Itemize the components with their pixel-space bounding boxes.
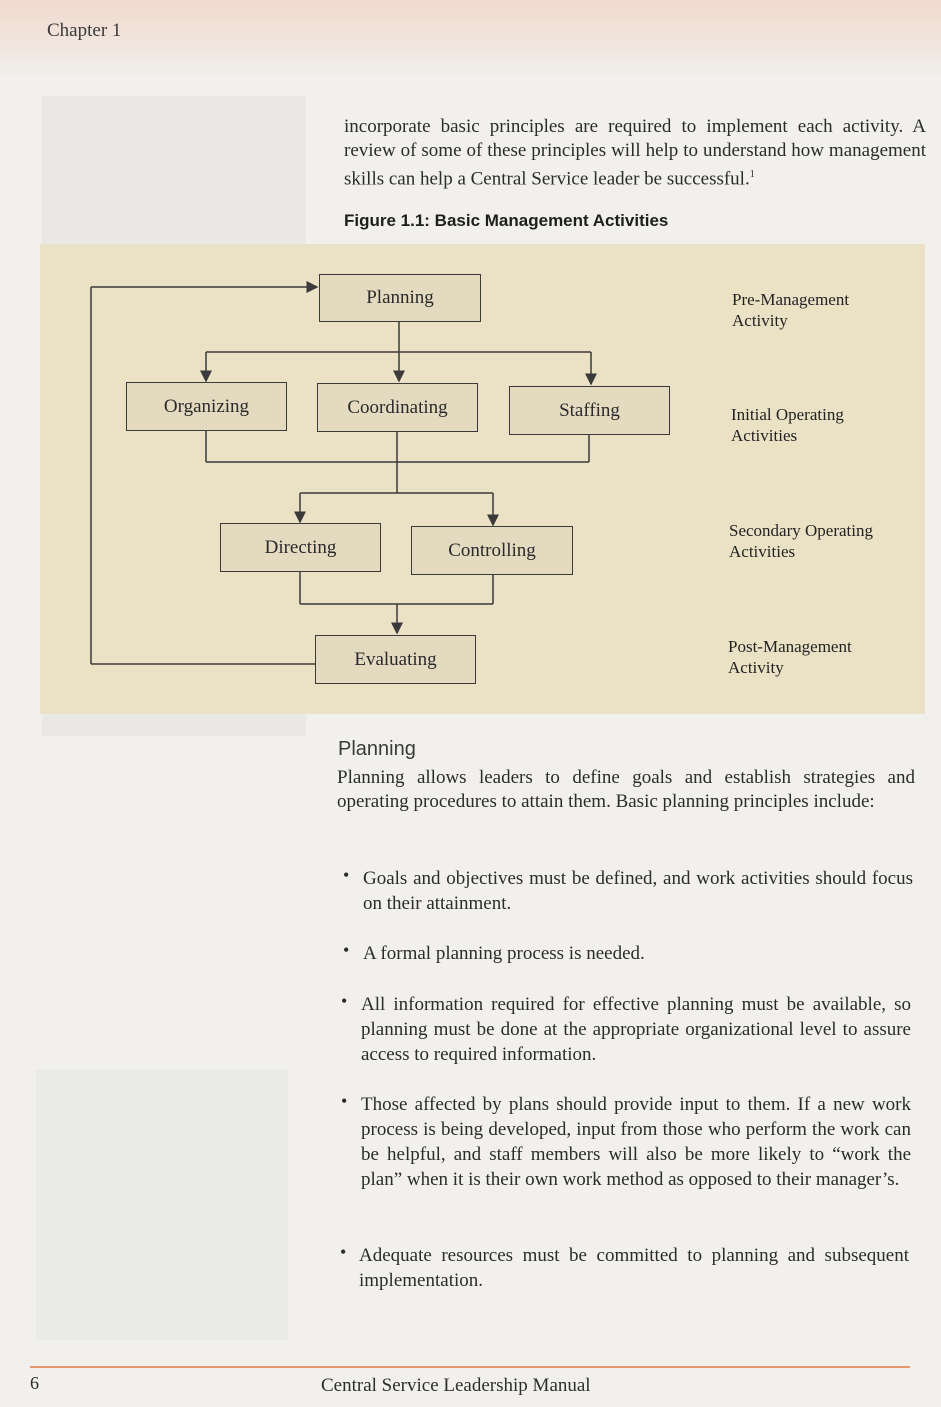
bullet-dot: • xyxy=(341,1091,348,1111)
box-controlling: Controlling xyxy=(411,526,573,575)
bullet-item: Goals and objectives must be defined, and work activities should focus on their attainment. xyxy=(363,868,913,914)
page-number: 6 xyxy=(30,1373,39,1393)
bullet-item: All information required for effective planning must be available, so planning must be done at the appropriate organizational level to assure access to required information. xyxy=(361,994,911,1065)
box-coordinating: Coordinating xyxy=(317,383,478,432)
bullet-item: Those affected by plans should provide input to them. If a new work process is being developed, input from those who perform the work can be helpful, and staff members will also be more likely to “work the plan” when it is their own work method as opposed to their manager’s. xyxy=(361,1094,911,1190)
book-title: Central Service Leadership Manual xyxy=(321,1375,591,1396)
stage-post-line1: Post-Management xyxy=(728,637,852,656)
stage-secondary-line1: Secondary Operating xyxy=(729,521,873,540)
stage-secondary-line2: Activities xyxy=(729,542,796,561)
stage-initial-operating xyxy=(731,404,844,446)
stage-pre-line1: Pre-Management xyxy=(732,290,850,309)
footnote-marker: 1 xyxy=(749,169,755,180)
intro-text: incorporate basic principles are required to implement each activity. A review of some of these principles will help to understand how management skills can help a Central Service leader be successful. xyxy=(344,116,926,190)
figure-caption: Figure 1.1: Basic Management Activities xyxy=(344,211,669,230)
stage-secondary-operating xyxy=(729,520,873,562)
stage-post-management xyxy=(728,636,852,678)
bullet-dot: • xyxy=(340,1242,347,1262)
bullet-dot: • xyxy=(343,865,350,885)
section-body: Planning allows leaders to define goals and establish strategies and operating procedures to attain them. Basic planning principles include: xyxy=(337,767,915,812)
box-planning: Planning xyxy=(319,274,481,322)
box-organizing: Organizing xyxy=(126,382,287,431)
bullet-item: Adequate resources must be committed to planning and subsequent implementation. xyxy=(359,1245,909,1291)
box-directing: Directing xyxy=(220,523,381,572)
chapter-label: Chapter 1 xyxy=(47,20,122,41)
section-heading: Planning xyxy=(338,738,416,760)
stage-initial-line2: Activities xyxy=(731,426,798,445)
box-staffing: Staffing xyxy=(509,386,670,435)
stage-initial-line1: Initial Operating xyxy=(731,405,844,424)
bullet-item: A formal planning process is needed. xyxy=(363,943,645,964)
stage-pre-line2: Activity xyxy=(732,311,788,330)
box-evaluating: Evaluating xyxy=(315,635,476,684)
bullet-dot: • xyxy=(341,991,348,1011)
bullet-dot: • xyxy=(343,940,350,960)
stage-pre-management xyxy=(732,289,849,331)
footer-rule xyxy=(30,1366,910,1368)
stage-post-line2: Activity xyxy=(728,658,784,677)
